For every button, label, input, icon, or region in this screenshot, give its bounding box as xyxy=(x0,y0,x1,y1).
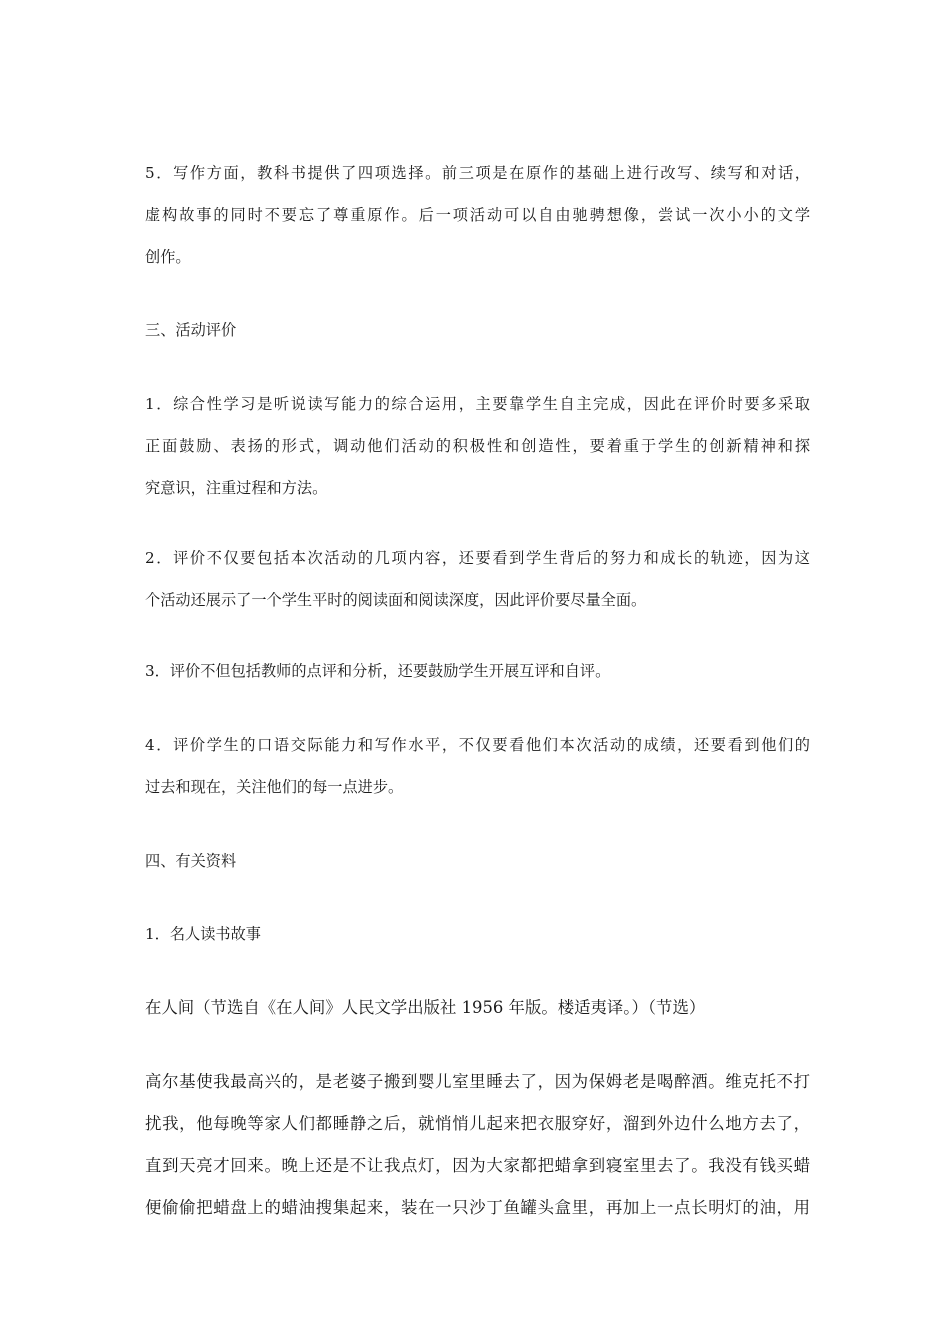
paragraph-evaluation-1 xyxy=(145,383,810,509)
heading-text: 四、有关资料 xyxy=(145,852,237,870)
text-line: 过去和现在，关注他们的每一点进步。 xyxy=(145,778,404,796)
text-line: 扰我，他每晚等家人们都睡静之后，就悄悄儿起来把衣服穿好，溜到外边什么地方去了， xyxy=(145,1114,810,1133)
text-line: 究意识，注重过程和方法。 xyxy=(145,479,328,497)
paragraph-writing-options xyxy=(145,152,810,278)
text-line: 2．评价不仅要包括本次活动的几项内容，还要看到学生背后的努力和成长的轨迹，因为这 xyxy=(145,549,810,567)
heading-text: 1．名人读书故事 xyxy=(145,925,261,943)
paragraph-evaluation-3 xyxy=(145,650,810,692)
subheading-reading-stories xyxy=(145,913,810,955)
text-line: 正面鼓励、表扬的形式，调动他们活动的积极性和创造性，要着重于学生的创新精神和探 xyxy=(145,437,810,455)
text-line: 1．综合性学习是听说读写能力的综合运用，主要靠学生自主完成，因此在评价时要多采取 xyxy=(145,395,810,413)
text-line: 虚构故事的同时不要忘了尊重原作。后一项活动可以自由驰骋想像，尝试一次小小的文学 xyxy=(145,206,810,224)
paragraph-excerpt xyxy=(145,1061,810,1229)
heading-text: 三、活动评价 xyxy=(145,321,237,339)
paragraph-evaluation-2 xyxy=(145,537,810,621)
text-line: 便偷偷把蜡盘上的蜡油搜集起来，装在一只沙丁鱼罐头盒里，再加上一点长明灯的油，用 xyxy=(145,1198,810,1217)
paragraph-evaluation-4 xyxy=(145,724,810,808)
text-line: 3．评价不但包括教师的点评和分析，还要鼓励学生开展互评和自评。 xyxy=(145,662,611,680)
text-line: 在人间（节选自《在人间》人民文学出版社 1956 年版。楼适夷译。）（节选） xyxy=(145,998,706,1017)
section-heading-evaluation xyxy=(145,309,810,351)
section-heading-materials xyxy=(145,840,810,882)
text-line: 4．评价学生的口语交际能力和写作水平，不仅要看他们本次活动的成绩，还要看到他们的 xyxy=(145,736,810,754)
text-line: 创作。 xyxy=(145,248,191,266)
text-line: 直到天亮才回来。晚上还是不让我点灯，因为大家都把蜡拿到寝室里去了。我没有钱买蜡 xyxy=(145,1156,810,1175)
text-line: 5．写作方面，教科书提供了四项选择。前三项是在原作的基础上进行改写、续写和对话， xyxy=(145,164,810,182)
text-line: 高尔基使我最高兴的，是老婆子搬到婴儿室里睡去了，因为保姆老是喝醉酒。维克托不打 xyxy=(145,1072,810,1091)
source-citation xyxy=(145,987,810,1029)
text-line: 个活动还展示了一个学生平时的阅读面和阅读深度，因此评价要尽量全面。 xyxy=(145,591,647,609)
